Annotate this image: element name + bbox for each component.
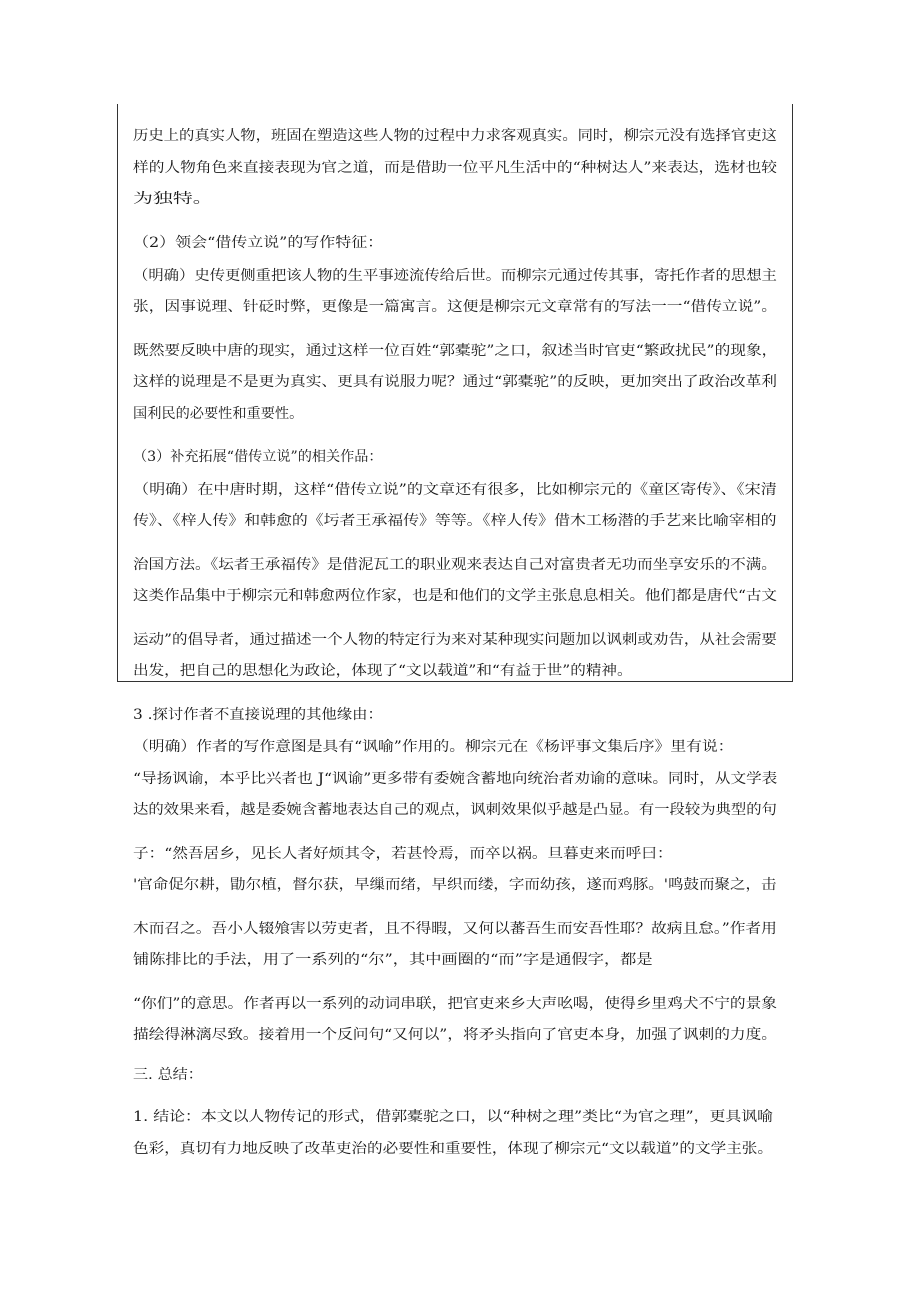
paragraph-line: 历史上的真实人物，班固在塑造这些人物的过程中力求客观真实。同时，柳宗元没有选择官吏这: [133, 128, 777, 144]
paragraph-line: 描绘得淋漓尽致。接着用一个反问句“又何以”，将矛头指向了官吏本身，加强了讽刺的力度。: [133, 1027, 778, 1043]
paragraph-line: （明确）作者的写作意图是具有“讽喻”作用的。柳宗元在《杨评事文集后序》里有说：: [133, 739, 734, 755]
paragraph-line: 为独特。: [133, 191, 213, 207]
paragraph-line: 子：“然吾居乡，见长人者好烦其令，若甚怜焉，而卒以祸。旦暮吏来而呼曰：: [133, 846, 673, 862]
paragraph-line: 达的效果来看，越是委婉含蓄地表达自己的观点，讽刺效果似乎越是凸显。有一段较为典型的句: [133, 802, 777, 818]
paragraph-line: 样的人物角色来直接表现为官之道，而是借助一位平凡生活中的“种树达人”来表达，选材也较: [133, 160, 778, 176]
paragraph-line: 国利民的必要性和重要性。: [133, 406, 304, 422]
paragraph-line: 张，因事说理、针砭时弊，更像是一篇寓言。这便是柳宗元文章常有的写法一一“借传立说”。: [133, 299, 778, 315]
paragraph-line: 治国方法。《坛者王承福传》是借泥瓦工的职业观来表达自己对富贵者无功而坐享安乐的不满。: [133, 557, 777, 573]
paragraph-line: 传》、《梓人传》和韩愈的《圬者王承福传》等等。《梓人传》借木工杨潜的手艺来比喻宰相的: [133, 513, 777, 529]
paragraph-line: 这类作品集中于柳宗元和韩愈两位作家，也是和他们的文学主张息息相关。他们都是唐代“古文: [133, 588, 777, 604]
paragraph-line: （2）领会“借传立说”的写作特征：: [133, 235, 384, 251]
summary-line: 色彩，真切有力地反映了改革吏治的必要性和重要性，体现了柳宗元“文以载道”的文学主张。: [133, 1141, 774, 1157]
paragraph-line: 运动”的倡导者，通过描述一个人物的特定行为来对某种现实问题加以讽刺或劝告，从社会需要: [133, 632, 777, 648]
paragraph-line: （明确）在中唐时期，这样“借传立说”的文章还有很多，比如柳宗元的《童区寄传》、《宋清: [133, 482, 777, 498]
paragraph-line: 铺陈排比的手法，用了一系列的“尔”，其中画圈的“而”字是通假字，都是: [133, 952, 653, 968]
paragraph-line: 3 .探讨作者不直接说理的其他缘由：: [133, 707, 383, 723]
paragraph-line: “导扬讽谕，本乎比兴者也 J“讽谕”更多带有委婉含蓄地向统治者劝谕的意味。同时，从文学表: [133, 771, 778, 787]
paragraph-line: 出发，把自己的思想化为政论，体现了“文以载道”和“有益于世”的精神。: [133, 663, 633, 679]
paragraph-line: 既然要反映中唐的现实，通过这样一位百姓“郭橐驼”之口，叙述当时官吏“繁政扰民”的现象，: [133, 343, 778, 359]
summary-line: 1. 结论：本文以人物传记的形式，借郭橐驼之口，以“种树之理”类比“为官之理”，更具讽喻: [133, 1109, 773, 1125]
paragraph-line: “你们”的意思。作者再以一系列的动词串联，把官吏来乡大声吆喝，使得乡里鸡犬不宁的景象: [133, 996, 778, 1012]
paragraph-line: （3）补充拓展“借传立说”的相关作品：: [133, 449, 383, 465]
paragraph-line: 这样的说理是不是更为真实、更具有说服力呢？通过“郭橐驼”的反映，更加突出了政治改革利: [133, 374, 778, 390]
paragraph-line: '官命促尔耕，勖尔植，督尔获，早缫而绪，早织而缕，字而幼孩，遂而鸡豚。'鸣鼓而聚之，击: [133, 877, 777, 893]
paragraph-line: 木而召之。吾小人辍飧害以劳吏者，且不得暇，又何以蕃吾生而安吾性耶？故病且怠。”作者用: [133, 921, 777, 937]
paragraph-line: （明确）史传更侧重把该人物的生平事迹流传给后世。而柳宗元通过传其事，寄托作者的思想主: [133, 268, 777, 284]
section-heading: 三. 总结：: [133, 1067, 203, 1083]
